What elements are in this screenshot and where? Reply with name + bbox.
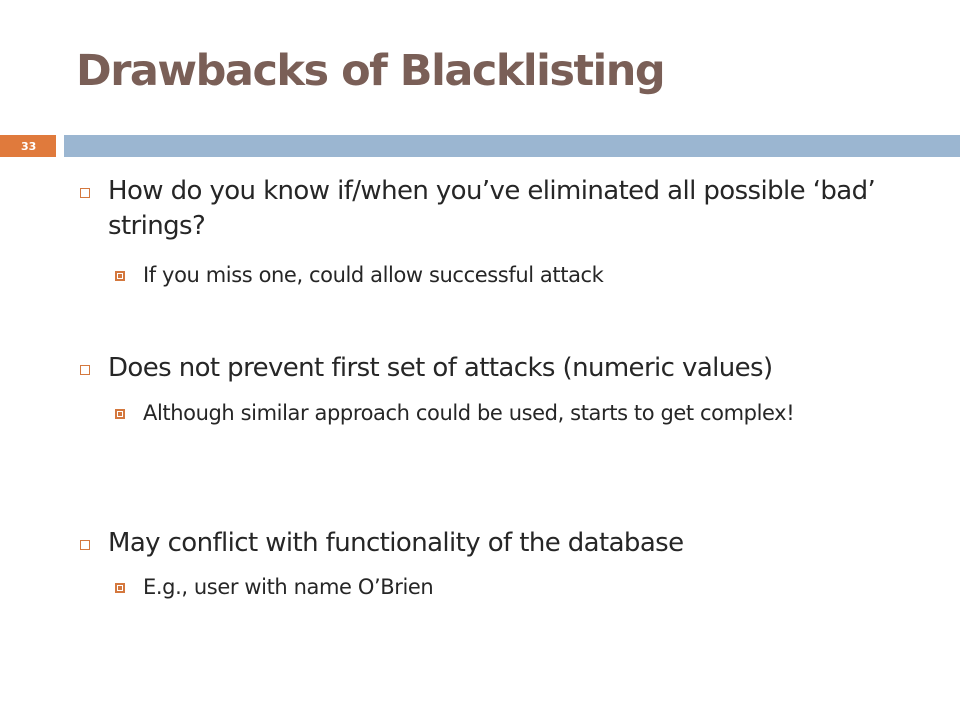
hollow-square-bullet-icon: [80, 540, 90, 550]
bullet-1: How do you know if/when you’ve eliminated all possible ‘bad’ strings?: [108, 176, 876, 241]
hollow-square-bullet-icon: [80, 365, 90, 375]
page-number: 33: [21, 140, 37, 153]
bullet-2-sub-1: Although similar approach could be used, starts to get complex!: [143, 401, 795, 425]
header-accent-bar: [64, 135, 960, 157]
square-bullet-icon: [115, 409, 125, 419]
bullet-2: Does not prevent first set of attacks (numeric values): [108, 353, 773, 383]
square-bullet-icon: [115, 271, 125, 281]
bullet-3-sub-1: E.g., user with name O’Brien: [143, 575, 434, 599]
bullet-3: May conflict with functionality of the database: [108, 528, 684, 558]
hollow-square-bullet-icon: [80, 188, 90, 198]
square-bullet-icon: [115, 583, 125, 593]
bullet-1-sub-1: If you miss one, could allow successful attack: [143, 263, 604, 287]
slide-title: Drawbacks of Blacklisting: [76, 46, 665, 96]
